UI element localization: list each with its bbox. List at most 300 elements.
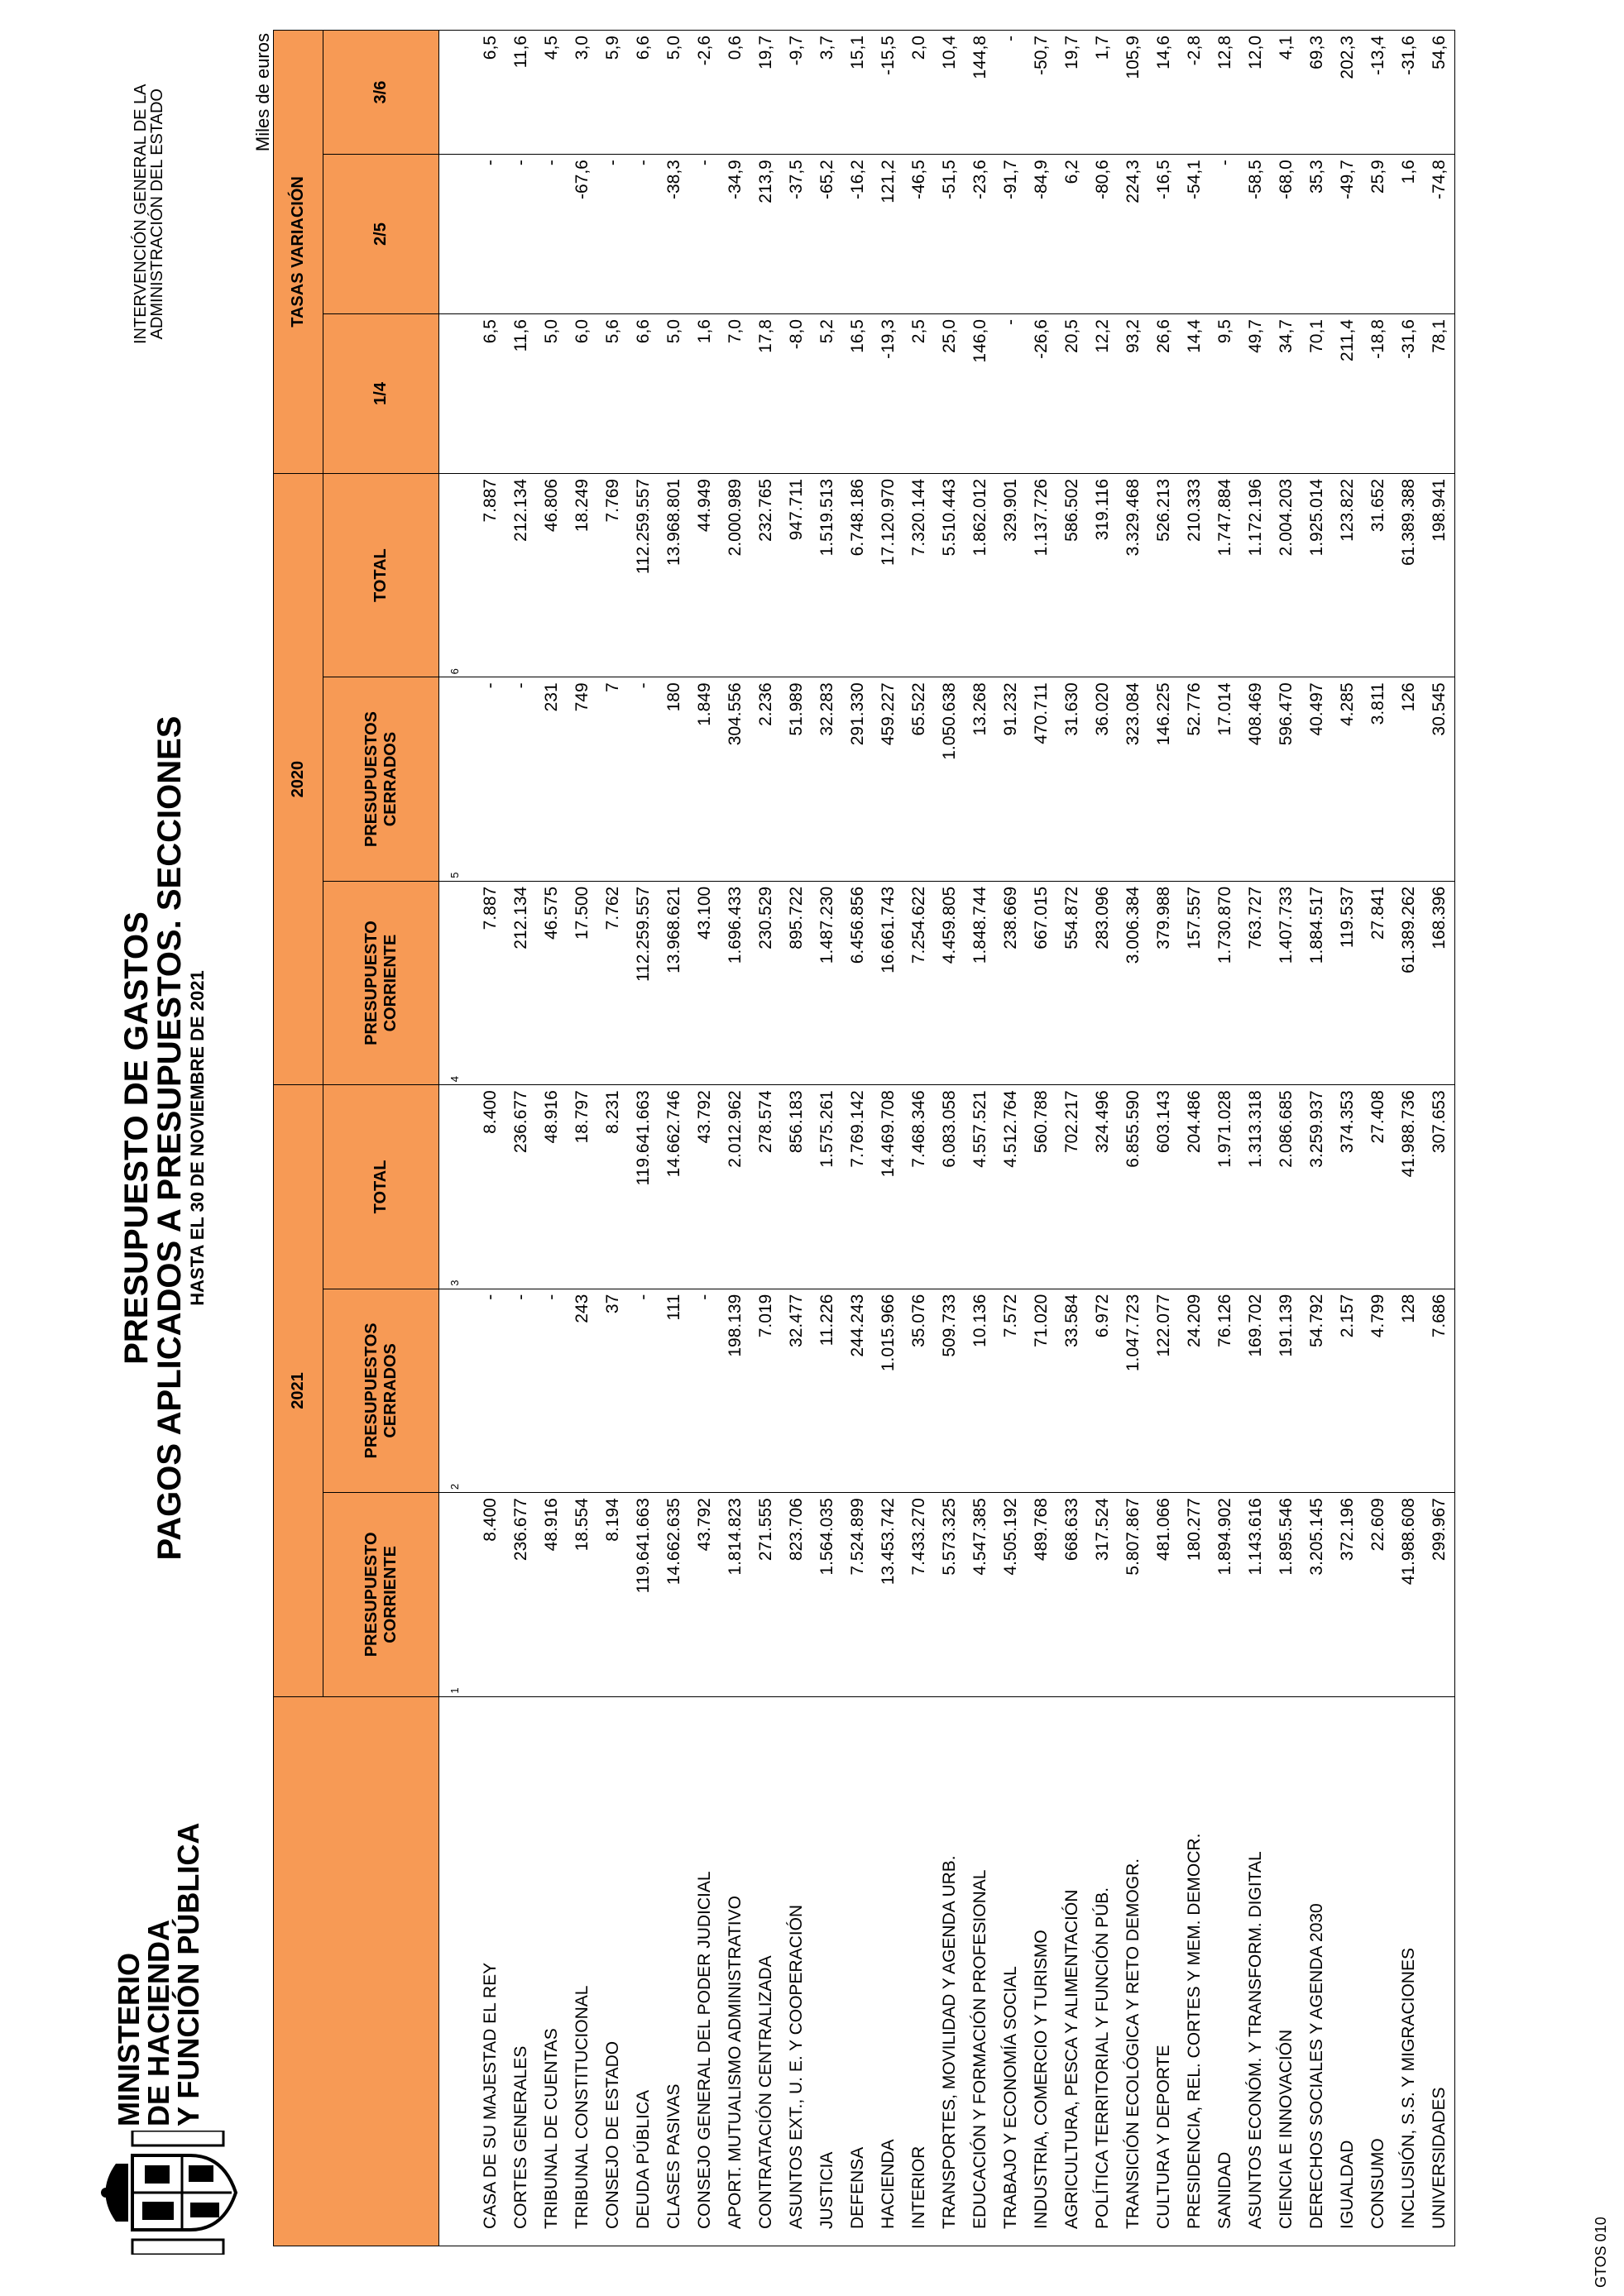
cell-value: -37,5 (781, 155, 812, 314)
cell-value: 26,6 (1148, 314, 1179, 474)
cell-value: 236.677 (505, 1085, 536, 1289)
cell-value: -31,6 (1393, 314, 1424, 474)
cell-value: 22.609 (1363, 1493, 1393, 1696)
cell-value: 51.989 (781, 677, 812, 881)
cell-value: -58,5 (1240, 155, 1271, 314)
cell-value: 5,6 (597, 314, 628, 474)
cell-value: 12,8 (1210, 31, 1240, 155)
cell-value: - (505, 677, 536, 881)
budget-table (273, 30, 1455, 2246)
ministry-header (83, 1750, 248, 2263)
cell-value: 947.711 (781, 473, 812, 677)
cell-value: 43.100 (689, 881, 720, 1084)
cell-value: 230.529 (750, 881, 781, 1084)
cell-value: 6.083.058 (934, 1085, 965, 1289)
cell-value: 509.733 (934, 1289, 965, 1492)
ministry-name (114, 1823, 204, 2126)
cell-value: 43.792 (689, 1085, 720, 1289)
cell-value: 236.677 (505, 1493, 536, 1696)
cell-value: 46.575 (536, 881, 567, 1084)
group-2020: 2020 (274, 473, 323, 1084)
cell-value: 7.769 (597, 473, 628, 677)
cell-value: -2,8 (1179, 31, 1210, 155)
cell-value: 291.330 (842, 677, 873, 881)
cell-value: 2.000.989 (720, 473, 750, 677)
cell-value: 3,7 (812, 31, 842, 155)
cell-value: - (505, 1289, 536, 1492)
cell-value: 1.487.230 (812, 881, 842, 1084)
cell-value: -50,7 (1026, 31, 1056, 155)
col-header: PRESUPUESTO CORRIENTE (323, 1493, 439, 1696)
section-name: DEFENSA (842, 1696, 873, 2246)
cell-value: 6,0 (567, 314, 597, 474)
section-name: PRESIDENCIA, REL. CORTES Y MEM. DEMOCR. (1179, 1696, 1210, 2246)
cell-value: 15,1 (842, 31, 873, 155)
table-row (1240, 31, 1271, 2246)
table-row (812, 31, 842, 2246)
table-row (720, 31, 750, 2246)
cell-value: 2.086.685 (1271, 1085, 1301, 1289)
col-header: 1/4 (323, 314, 439, 474)
cell-value: 324.496 (1087, 1085, 1118, 1289)
cell-value: 14.469.708 (873, 1085, 903, 1289)
cell-value: 36.020 (1087, 677, 1118, 881)
cell-value: 4.459.805 (934, 881, 965, 1084)
cell-value: 17,8 (750, 314, 781, 474)
cell-value: - (470, 1289, 505, 1492)
cell-value: 4.799 (1363, 1289, 1393, 1492)
cell-value: -18,8 (1363, 314, 1393, 474)
section-name: ASUNTOS EXT., U. E. Y COOPERACIÓN (781, 1696, 812, 2246)
cell-value: 1.895.546 (1271, 1493, 1301, 1696)
cell-value: 3.329.468 (1118, 473, 1148, 677)
cell-value: 8.400 (470, 1493, 505, 1696)
cell-value: 8.400 (470, 1085, 505, 1289)
cell-value: 91.232 (995, 677, 1026, 881)
cell-value: 7.254.622 (903, 881, 934, 1084)
cell-value: 667.015 (1026, 881, 1056, 1084)
cell-value: 43.792 (689, 1493, 720, 1696)
cell-value: 4.512.764 (995, 1085, 1026, 1289)
cell-value: -9,7 (781, 31, 812, 155)
cell-value: 111 (659, 1289, 689, 1492)
cell-value: 14.662.635 (659, 1493, 689, 1696)
cell-value: - (470, 677, 505, 881)
cell-value: 25,0 (934, 314, 965, 474)
section-name: CONSEJO DE ESTADO (597, 1696, 628, 2246)
cell-value: 1.925.014 (1301, 473, 1332, 677)
cell-value: 18.554 (567, 1493, 597, 1696)
col-number: 5 (439, 677, 471, 881)
cell-value: 668.633 (1056, 1493, 1087, 1696)
cell-value: 7,0 (720, 314, 750, 474)
cell-value: 41.988.608 (1393, 1493, 1424, 1696)
cell-value: 71.020 (1026, 1289, 1056, 1492)
cell-value: 198.139 (720, 1289, 750, 1492)
cell-value: 0,6 (720, 31, 750, 155)
cell-value: 19,7 (1056, 31, 1087, 155)
cell-value: 283.096 (1087, 881, 1118, 1084)
table-row (1301, 31, 1332, 2246)
cell-value: 586.502 (1056, 473, 1087, 677)
cell-value: 304.556 (720, 677, 750, 881)
cell-value: 763.727 (1240, 881, 1271, 1084)
cell-value: 112.259.557 (628, 881, 659, 1084)
cell-value: -68,0 (1271, 155, 1301, 314)
ministry-line-1: MINISTERIO (112, 1952, 146, 2126)
cell-value: 18.797 (567, 1085, 597, 1289)
cell-value: 7.572 (995, 1289, 1026, 1492)
cell-value: 24.209 (1179, 1289, 1210, 1492)
col-header: 2/5 (323, 155, 439, 314)
group-2021: 2021 (274, 1085, 323, 1696)
cell-value: 3,0 (567, 31, 597, 155)
cell-value: 180.277 (1179, 1493, 1210, 1696)
cell-value: -31,6 (1393, 31, 1424, 155)
cell-value: 1.862.012 (965, 473, 995, 677)
cell-value: 1.894.902 (1210, 1493, 1240, 1696)
cell-value: 14.662.746 (659, 1085, 689, 1289)
cell-value: 7.887 (470, 473, 505, 677)
cell-value: 3.811 (1363, 677, 1393, 881)
section-name: EDUCACIÓN Y FORMACIÓN PROFESIONAL (965, 1696, 995, 2246)
table-row (995, 31, 1026, 2246)
cell-value: 4.285 (1332, 677, 1363, 881)
cell-value: 6,5 (470, 314, 505, 474)
cell-value: 20,5 (1056, 314, 1087, 474)
cell-value: 603.143 (1148, 1085, 1179, 1289)
table-row (1056, 31, 1087, 2246)
igae-line-1: INTERVENCIÓN GENERAL DE LA (132, 84, 150, 344)
cell-value: 13.268 (965, 677, 995, 881)
cell-value: 212.134 (505, 881, 536, 1084)
coat-of-arms-icon (99, 2131, 240, 2255)
cell-value: 7.524.899 (842, 1493, 873, 1696)
ministry-line-3: Y FUNCIÓN PÚBLICA (171, 1822, 205, 2126)
cell-value: 78,1 (1424, 314, 1455, 474)
cell-value: 41.988.736 (1393, 1085, 1424, 1289)
cell-value: 19,7 (750, 31, 781, 155)
cell-value: - (628, 155, 659, 314)
cell-value: 526.213 (1148, 473, 1179, 677)
cell-value: 40.497 (1301, 677, 1332, 881)
section-name: TRANSICIÓN ECOLÓGICA Y RETO DEMOGR. (1118, 1696, 1148, 2246)
cell-value: 54.792 (1301, 1289, 1332, 1492)
cell-value: 65.522 (903, 677, 934, 881)
cell-value: 14,4 (1179, 314, 1210, 474)
cell-value: 5,2 (812, 314, 842, 474)
cell-value: - (505, 155, 536, 314)
report-titles (120, 559, 209, 1717)
cell-value: 5.573.325 (934, 1493, 965, 1696)
cell-value: 7.019 (750, 1289, 781, 1492)
cell-value: 3.205.145 (1301, 1493, 1332, 1696)
cell-value: 5,0 (659, 314, 689, 474)
cell-value: 6,6 (628, 314, 659, 474)
table-body (470, 31, 1455, 2246)
section-name: INCLUSIÓN, S.S. Y MIGRACIONES (1393, 1696, 1424, 2246)
cell-value: 5.807.867 (1118, 1493, 1148, 1696)
cell-value: 18.249 (567, 473, 597, 677)
cell-value: -34,9 (720, 155, 750, 314)
cell-value: 7.887 (470, 881, 505, 1084)
section-name: DEUDA PÚBLICA (628, 1696, 659, 2246)
cell-value: 52.776 (1179, 677, 1210, 881)
section-name: POLÍTICA TERRITORIAL Y FUNCIÓN PÚB. (1087, 1696, 1118, 2246)
section-name: TRANSPORTES, MOVILIDAD Y AGENDA URB. (934, 1696, 965, 2246)
cell-value: 408.469 (1240, 677, 1271, 881)
cell-value: -8,0 (781, 314, 812, 474)
cell-value: 146,0 (965, 314, 995, 474)
section-name: DERECHOS SOCIALES Y AGENDA 2030 (1301, 1696, 1332, 2246)
cell-value: 204.486 (1179, 1085, 1210, 1289)
cell-value: 895.722 (781, 881, 812, 1084)
cell-value: 122.077 (1148, 1289, 1179, 1492)
col-header: TOTAL (323, 473, 439, 677)
cell-value: 119.641.663 (628, 1493, 659, 1696)
cell-value: -38,3 (659, 155, 689, 314)
table-row (965, 31, 995, 2246)
cell-value: 374.353 (1332, 1085, 1363, 1289)
cell-value: 278.574 (750, 1085, 781, 1289)
cell-value: 1.407.733 (1271, 881, 1301, 1084)
cell-value: 70,1 (1301, 314, 1332, 474)
cell-value: 1.884.517 (1301, 881, 1332, 1084)
cell-value: 146.225 (1148, 677, 1179, 881)
col-header: 3/6 (323, 31, 439, 155)
cell-value: 299.967 (1424, 1493, 1455, 1696)
cell-value: 5,9 (597, 31, 628, 155)
cell-value: 31.630 (1056, 677, 1087, 881)
cell-value: - (536, 1289, 567, 1492)
section-name: AGRICULTURA, PESCA Y ALIMENTACIÓN (1056, 1696, 1087, 2246)
cell-value: -15,5 (873, 31, 903, 155)
cell-value: 17.500 (567, 881, 597, 1084)
section-name: INDUSTRIA, COMERCIO Y TURISMO (1026, 1696, 1056, 2246)
cell-value: 7.320.144 (903, 473, 934, 677)
cell-value: 112.259.557 (628, 473, 659, 677)
cell-value: 244.243 (842, 1289, 873, 1492)
cell-value: 11,6 (505, 31, 536, 155)
cell-value: -19,3 (873, 314, 903, 474)
cell-value: 31.652 (1363, 473, 1393, 677)
cell-value: 2,0 (903, 31, 934, 155)
section-name: CONSEJO GENERAL DEL PODER JUDICIAL (689, 1696, 720, 2246)
report-code: GTOS 010 (1593, 2217, 1609, 2288)
cell-value: 224,3 (1118, 155, 1148, 314)
cell-value: 119.537 (1332, 881, 1363, 1084)
cell-value: 212.134 (505, 473, 536, 677)
cell-value: 2,5 (903, 314, 934, 474)
cell-value: - (628, 1289, 659, 1492)
table-row (470, 31, 505, 2246)
table-row (659, 31, 689, 2246)
col-header: TOTAL (323, 1085, 439, 1289)
cell-value: 191.139 (1271, 1289, 1301, 1492)
cell-value: 5,0 (536, 314, 567, 474)
cell-value: -67,6 (567, 155, 597, 314)
cell-value: 32.477 (781, 1289, 812, 1492)
section-name: CIENCIA E INNOVACIÓN (1271, 1696, 1301, 2246)
cell-value: 481.066 (1148, 1493, 1179, 1696)
section-name: HACIENDA (873, 1696, 903, 2246)
table-row (597, 31, 628, 2246)
section-header (274, 1696, 439, 2246)
cell-value: 1.814.823 (720, 1493, 750, 1696)
cell-value: 238.669 (995, 881, 1026, 1084)
report-title: PRESUPUESTO DE GASTOS (118, 911, 155, 1365)
cell-value: 105,9 (1118, 31, 1148, 155)
cell-value: 123.822 (1332, 473, 1363, 677)
cell-value: 10.136 (965, 1289, 995, 1492)
cell-value: - (689, 155, 720, 314)
cell-value: 37 (597, 1289, 628, 1492)
cell-value: 180 (659, 677, 689, 881)
cell-value: 379.988 (1148, 881, 1179, 1084)
cell-value: 76.126 (1210, 1289, 1240, 1492)
cell-value: 6.748.186 (842, 473, 873, 677)
cell-value: 7.769.142 (842, 1085, 873, 1289)
units-label: Miles de euros (252, 33, 273, 152)
cell-value: 69,3 (1301, 31, 1332, 155)
report-subtitle: PAGOS APLICADOS A PRESUPUESTOS. SECCIONES (151, 715, 188, 1561)
cell-value: 8.194 (597, 1493, 628, 1696)
cell-value: 44.949 (689, 473, 720, 677)
cell-value: - (995, 314, 1026, 474)
cell-value: 1.015.966 (873, 1289, 903, 1492)
cell-value: - (597, 155, 628, 314)
cell-value: 49,7 (1240, 314, 1271, 474)
cell-value: 144,8 (965, 31, 995, 155)
cell-value: - (689, 1289, 720, 1492)
section-name: TRIBUNAL DE CUENTAS (536, 1696, 567, 2246)
cell-value: 3.006.384 (1118, 881, 1148, 1084)
cell-value: 554.872 (1056, 881, 1087, 1084)
col-header: PRESUPUESTOS CERRADOS (323, 677, 439, 881)
table-row (1393, 31, 1424, 2246)
cell-value: 54,6 (1424, 31, 1455, 155)
cell-value: 13.453.742 (873, 1493, 903, 1696)
cell-value: -84,9 (1026, 155, 1056, 314)
table-row (536, 31, 567, 2246)
table-row (1271, 31, 1301, 2246)
cell-value: 1,7 (1087, 31, 1118, 155)
cell-value: -23,6 (965, 155, 995, 314)
cell-value: 30.545 (1424, 677, 1455, 881)
cell-value: 17.120.970 (873, 473, 903, 677)
section-name: APORT. MUTUALISMO ADMINISTRATIVO (720, 1696, 750, 2246)
cell-value: 323.084 (1118, 677, 1148, 881)
cell-value: 4.547.385 (965, 1493, 995, 1696)
cell-value: 1.849 (689, 677, 720, 881)
cell-value: 232.765 (750, 473, 781, 677)
cell-value: 14,6 (1148, 31, 1179, 155)
cell-value: -46,5 (903, 155, 934, 314)
col-number: 6 (439, 473, 471, 677)
cell-value: 211,4 (1332, 314, 1363, 474)
cell-value: 2.012.962 (720, 1085, 750, 1289)
table-row (934, 31, 965, 2246)
cell-value: 121,2 (873, 155, 903, 314)
cell-value: 25,9 (1363, 155, 1393, 314)
cell-value: 1.313.318 (1240, 1085, 1271, 1289)
cell-value: -49,7 (1332, 155, 1363, 314)
cell-value: 198.941 (1424, 473, 1455, 677)
cell-value: 702.217 (1056, 1085, 1087, 1289)
cell-value: 7.433.270 (903, 1493, 934, 1696)
cell-value: 48.916 (536, 1085, 567, 1289)
section-name: UNIVERSIDADES (1424, 1696, 1455, 2246)
cell-value: 11,6 (505, 314, 536, 474)
col-number: 4 (439, 881, 471, 1084)
cell-value: 459.227 (873, 677, 903, 881)
cell-value: - (628, 677, 659, 881)
cell-value: 1.696.433 (720, 881, 750, 1084)
table-row (567, 31, 597, 2246)
col-header: PRESUPUESTO CORRIENTE (323, 881, 439, 1084)
cell-value: 372.196 (1332, 1493, 1363, 1696)
cell-value: 7 (597, 677, 628, 881)
cell-value: 13.968.621 (659, 881, 689, 1084)
cell-value: 17.014 (1210, 677, 1240, 881)
section-name: CORTES GENERALES (505, 1696, 536, 2246)
section-name: JUSTICIA (812, 1696, 842, 2246)
cell-value: 317.524 (1087, 1493, 1118, 1696)
section-name: CULTURA Y DEPORTE (1148, 1696, 1179, 2246)
col-number: 3 (439, 1085, 471, 1289)
cell-value: 1.137.726 (1026, 473, 1056, 677)
cell-value: 243 (567, 1289, 597, 1492)
section-name: TRIBUNAL CONSTITUCIONAL (567, 1696, 597, 2246)
col-header: PRESUPUESTOS CERRADOS (323, 1289, 439, 1492)
cell-value: 749 (567, 677, 597, 881)
cell-value: 1.564.035 (812, 1493, 842, 1696)
cell-value: 2.236 (750, 677, 781, 881)
section-name: CONTRATACIÓN CENTRALIZADA (750, 1696, 781, 2246)
cell-value: 4,5 (536, 31, 567, 155)
cell-value: 1,6 (1393, 155, 1424, 314)
cell-value: -80,6 (1087, 155, 1118, 314)
cell-value: -26,6 (1026, 314, 1056, 474)
cell-value: 128 (1393, 1289, 1424, 1492)
cell-value: -16,5 (1148, 155, 1179, 314)
table-row (781, 31, 812, 2246)
cell-value: 11.226 (812, 1289, 842, 1492)
section-name: ASUNTOS ECONÓM. Y TRANSFORM. DIGITAL (1240, 1696, 1271, 2246)
cell-value: -13,4 (1363, 31, 1393, 155)
table-row (1179, 31, 1210, 2246)
cell-value: 12,0 (1240, 31, 1271, 155)
cell-value: 329.901 (995, 473, 1026, 677)
cell-value: 7.762 (597, 881, 628, 1084)
cell-value: 6.972 (1087, 1289, 1118, 1492)
cell-value: 319.116 (1087, 473, 1118, 677)
cell-value: 61.389.262 (1393, 881, 1424, 1084)
cell-value: - (536, 155, 567, 314)
group-rates: TASAS VARIACIÓN (274, 31, 323, 474)
table-row (873, 31, 903, 2246)
cell-value: 61.389.388 (1393, 473, 1424, 677)
section-name: TRABAJO Y ECONOMÍA SOCIAL (995, 1696, 1026, 2246)
cell-value: 2.004.203 (1271, 473, 1301, 677)
cell-value: 6,5 (470, 31, 505, 155)
cell-value: 6.456.856 (842, 881, 873, 1084)
cell-value: -74,8 (1424, 155, 1455, 314)
cell-value: -54,1 (1179, 155, 1210, 314)
igae-label (132, 84, 165, 344)
cell-value: 823.706 (781, 1493, 812, 1696)
cell-value: -91,7 (995, 155, 1026, 314)
